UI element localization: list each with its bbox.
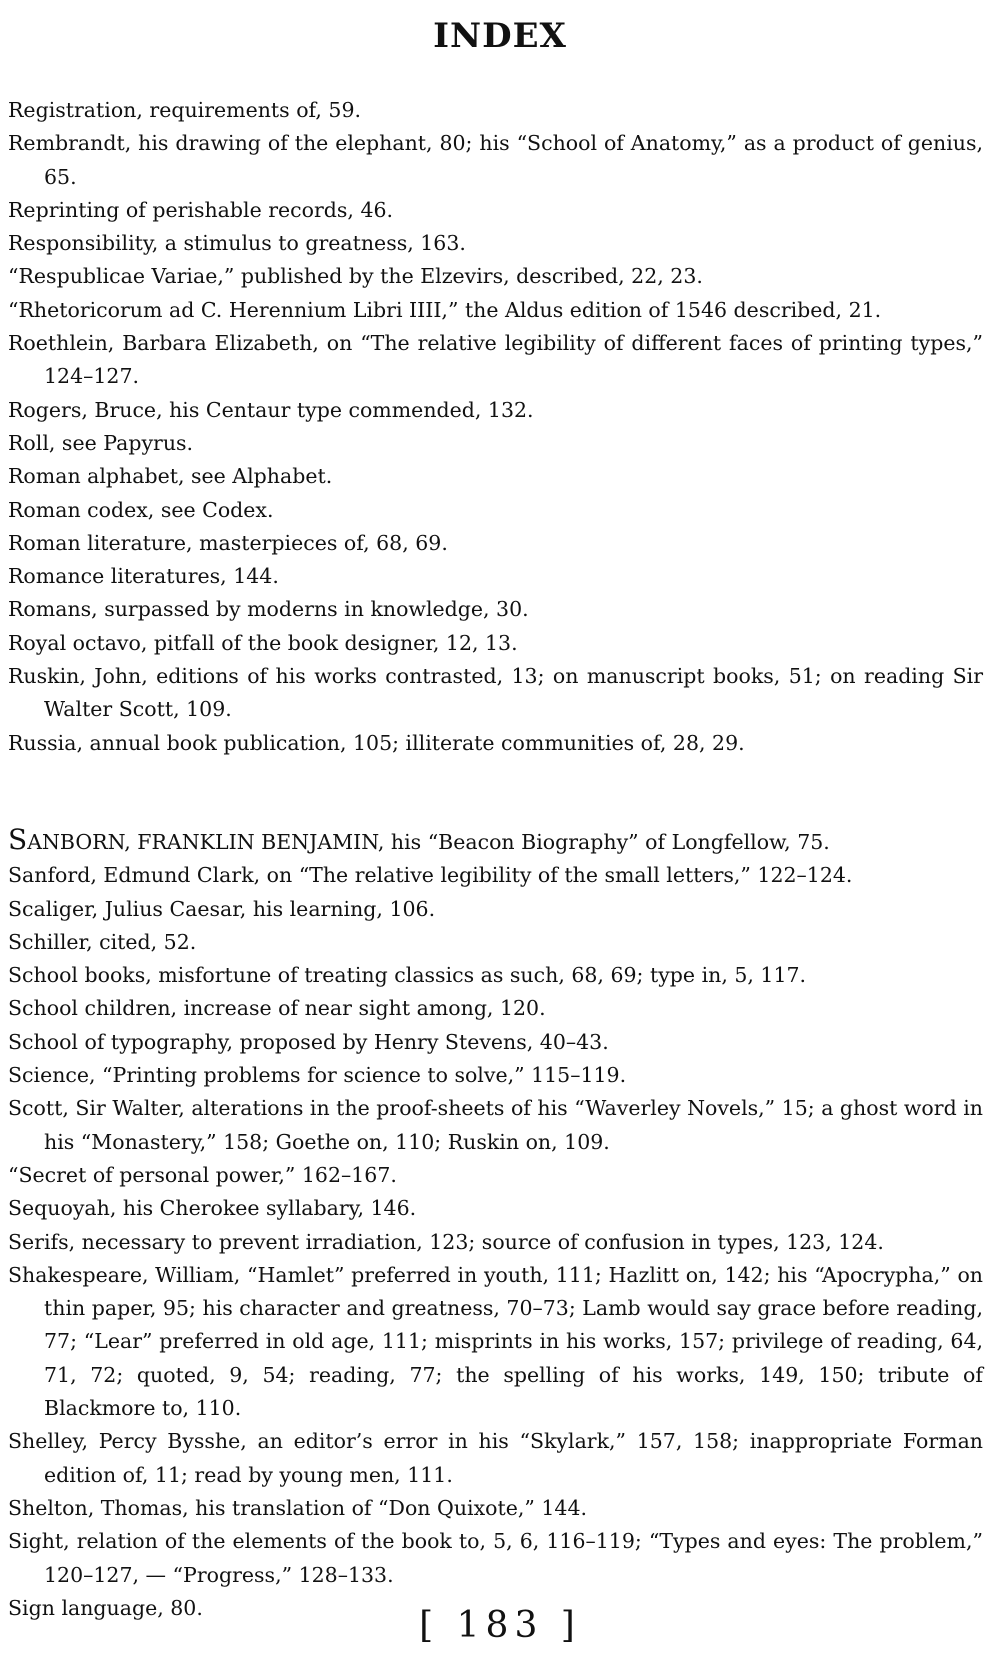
index-entry: Romans, surpassed by moderns in knowledge, 30. [8, 597, 529, 622]
index-section-s [8, 823, 983, 1625]
index-entry: Shelton, Thomas, his translation of “Don Quixote,” 144. [8, 1495, 588, 1520]
index-entry: Sight, relation of the elements of the book to, 5, 6, 116–119; “Types and eyes: The problem,” 120–127, — “Progress,” 128–133. [8, 1529, 983, 1587]
index-entry: “Respublicae Variae,” published by the Elzevirs, described, 22, 23. [8, 264, 703, 289]
index-entry: Shelley, Percy Bysshe, an editor’s error in his “Skylark,” 157, 158; inappropriate Forman edition of, 11; read by young men, 111. [8, 1429, 983, 1487]
index-entry: Roethlein, Barbara Elizabeth, on “The relative legibility of different faces of printing types,” 124–127. [8, 331, 983, 389]
index-entry: Rembrandt, his drawing of the elephant, 80; his “School of Anatomy,” as a product of genius, 65. [8, 131, 983, 189]
index-entry: Roman alphabet, see Alphabet. [8, 464, 333, 489]
index-entry: School books, misfortune of treating classics as such, 68, 69; type in, 5, 117. [8, 963, 807, 988]
index-entry: “Secret of personal power,” 162–167. [8, 1162, 397, 1187]
index-entry: Reprinting of perishable records, 46. [8, 197, 394, 222]
index-entry: Registration, requirements of, 59. [8, 98, 362, 122]
index-entry: Sequoyah, his Cherokee syllabary, 146. [8, 1196, 417, 1221]
index-entry: School of typography, proposed by Henry Stevens, 40–43. [8, 1029, 609, 1054]
index-entry: Responsibility, a stimulus to greatness, 163. [8, 231, 466, 256]
index-entry: Schiller, cited, 52. [8, 929, 197, 954]
index-entry: Romance literatures, 144. [8, 564, 279, 589]
page-title: INDEX [433, 16, 567, 56]
index-entry: SANBORN, FRANKLIN BENJAMIN, his “Beacon Biography” of Longfellow, 75. [8, 823, 830, 856]
index-entry: Sanford, Edmund Clark, on “The relative legibility of the small letters,” 122–124. [8, 863, 853, 888]
index-entry: Roman codex, see Codex. [8, 497, 274, 522]
index-entry: School children, increase of near sight among, 120. [8, 996, 546, 1021]
index-entry: “Rhetoricorum ad C. Herennium Libri IIII,” the Aldus edition of 1546 described, 21. [8, 297, 882, 322]
index-entry: Scott, Sir Walter, alterations in the proof-sheets of his “Waverley Novels,” 15; a ghost word in his “Monastery,” 158; Goethe on, 110; Ruskin on, 109. [8, 1096, 983, 1154]
index-entry: Shakespeare, William, “Hamlet” preferred in youth, 111; Hazlitt on, 142; his “Apocrypha,” on thin paper, 95; his character and greatness, 70–73; Lamb would say grace before reading, 77; “Lear” preferred in old age, 111; misprints in his works, 157; privilege of reading, 64, 71, 72; quoted, 9, 54; reading, 77; the spelling of his works, 149, 150; tribute of Blackmore to, 110. [8, 1262, 983, 1421]
index-entry: Ruskin, John, editions of his works contrasted, 13; on manuscript books, 51; on reading Sir Walter Scott, 109. [8, 664, 983, 722]
index-entry: Rogers, Bruce, his Centaur type commended, 132. [8, 397, 534, 422]
page-number: [ 183 ] [419, 1605, 581, 1646]
index-entry: Russia, annual book publication, 105; illiterate communities of, 28, 29. [8, 730, 745, 755]
index-entry: Scaliger, Julius Caesar, his learning, 106. [8, 896, 436, 921]
index-entry: Roll, see Papyrus. [8, 430, 194, 455]
index-entry: Royal octavo, pitfall of the book designer, 12, 13. [8, 630, 518, 655]
index-section-r [8, 94, 983, 760]
index-entry: Sign language, 80. [8, 1595, 203, 1620]
index-entry: Science, “Printing problems for science to solve,” 115–119. [8, 1063, 627, 1088]
index-entry: Roman literature, masterpieces of, 68, 69. [8, 530, 448, 555]
index-entry: Serifs, necessary to prevent irradiation, 123; source of confusion in types, 123, 124. [8, 1229, 884, 1254]
